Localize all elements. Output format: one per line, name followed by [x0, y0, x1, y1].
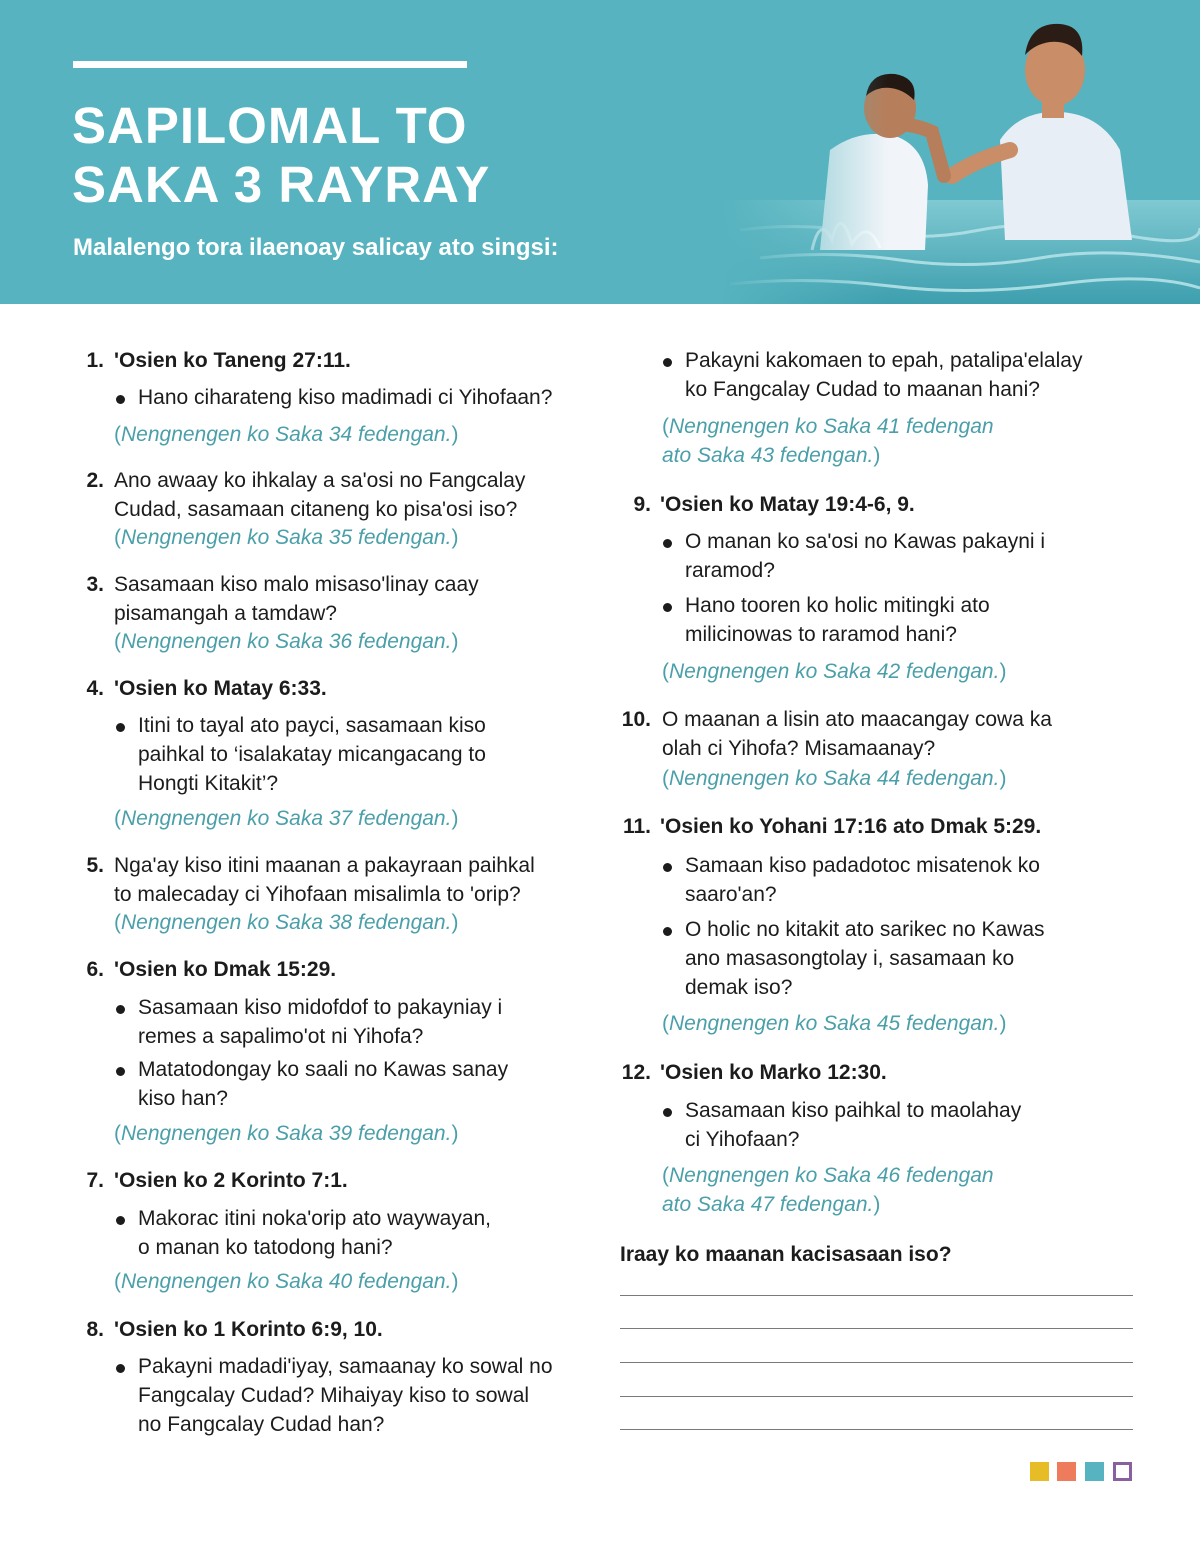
yellow-square-icon [1030, 1462, 1049, 1481]
teal-square-icon [1085, 1462, 1104, 1481]
question-5-reference: (Nengnengen ko Saka 38 fedengan.) [114, 911, 459, 934]
question-7-bullet: Makorac itini noka'orip ato waywayan, o manan ko tatodong hani? [138, 1204, 491, 1262]
note-line-1[interactable] [620, 1295, 1133, 1296]
question-6-reference: (Nengnengen ko Saka 39 fedengan.) [114, 1122, 459, 1145]
page-subtitle: Malalengo tora ilaenoay salicay ato singsi: [73, 234, 559, 261]
question-7-reference: (Nengnengen ko Saka 40 fedengan.) [114, 1270, 459, 1293]
question-9-bullet-2: Hano tooren ko holic mitingki ato milicinowas to raramod hani? [685, 591, 990, 649]
question-8-bullet-2: Pakayni kakomaen to epah, patalipa'elalay ko Fangcalay Cudad to maanan hani? [685, 346, 1082, 404]
question-4-reference: (Nengnengen ko Saka 37 fedengan.) [114, 807, 459, 830]
question-1-bullet: Hano ciharateng kiso madimadi ci Yihofaan? [138, 383, 552, 412]
question-11-bullet-2: O holic no kitakit ato sarikec no Kawas ano masasongtolay i, sasamaan ko demak iso? [685, 915, 1045, 1002]
question-3-reference: (Nengnengen ko Saka 36 fedengan.) [114, 630, 459, 653]
question-4-bullet: Itini to tayal ato payci, sasamaan kiso paihkal to ‘isalakatay micangacang to Hongti Kitakit’? [138, 711, 486, 798]
purple-outline-square-icon [1113, 1462, 1132, 1481]
question-2-reference: (Nengnengen ko Saka 35 fedengan.) [114, 526, 459, 549]
question-12-bullet: Sasamaan kiso paihkal to maolahay ci Yihofaan? [685, 1096, 1021, 1154]
question-12-reference: (Nengnengen ko Saka 46 fedengan ato Saka 47 fedengan.) [662, 1164, 994, 1216]
note-line-5[interactable] [620, 1429, 1133, 1430]
header-rule [73, 61, 467, 68]
question-1-reference: (Nengnengen ko Saka 34 fedengan.) [114, 423, 459, 446]
question-9-bullet-1: O manan ko sa'osi no Kawas pakayni i raramod? [685, 527, 1045, 585]
note-line-2[interactable] [620, 1328, 1133, 1329]
question-6-bullet-2: Matatodongay ko saali no Kawas sanay kiso han? [138, 1055, 508, 1113]
notes-title: Iraay ko maanan kacisasaan iso? [620, 1243, 952, 1266]
question-8-reference: (Nengnengen ko Saka 41 fedengan ato Saka 43 fedengan.) [662, 415, 994, 467]
note-line-4[interactable] [620, 1396, 1133, 1397]
question-6-bullet-1: Sasamaan kiso midofdof to pakayniay i remes a sapalimo'ot ni Yihofa? [138, 993, 502, 1051]
note-line-3[interactable] [620, 1362, 1133, 1363]
header-banner [0, 0, 1200, 304]
question-11-reference: (Nengnengen ko Saka 45 fedengan.) [662, 1012, 1007, 1035]
question-8-bullet-1: Pakayni madadi'iyay, samaanay ko sowal no Fangcalay Cudad? Mihaiyay kiso to sowal no Fangcalay Cudad han? [138, 1352, 553, 1439]
page-title-line-1: SAPILOMAL TO [72, 97, 468, 154]
baptism-illustration [720, 0, 1200, 304]
question-11-bullet-1: Samaan kiso padadotoc misatenok ko saaro'an? [685, 851, 1040, 909]
page-title-line-2: SAKA 3 RAYRAY [72, 156, 491, 213]
question-10-reference: (Nengnengen ko Saka 44 fedengan.) [662, 767, 1007, 790]
orange-square-icon [1057, 1462, 1076, 1481]
question-9-reference: (Nengnengen ko Saka 42 fedengan.) [662, 660, 1007, 683]
